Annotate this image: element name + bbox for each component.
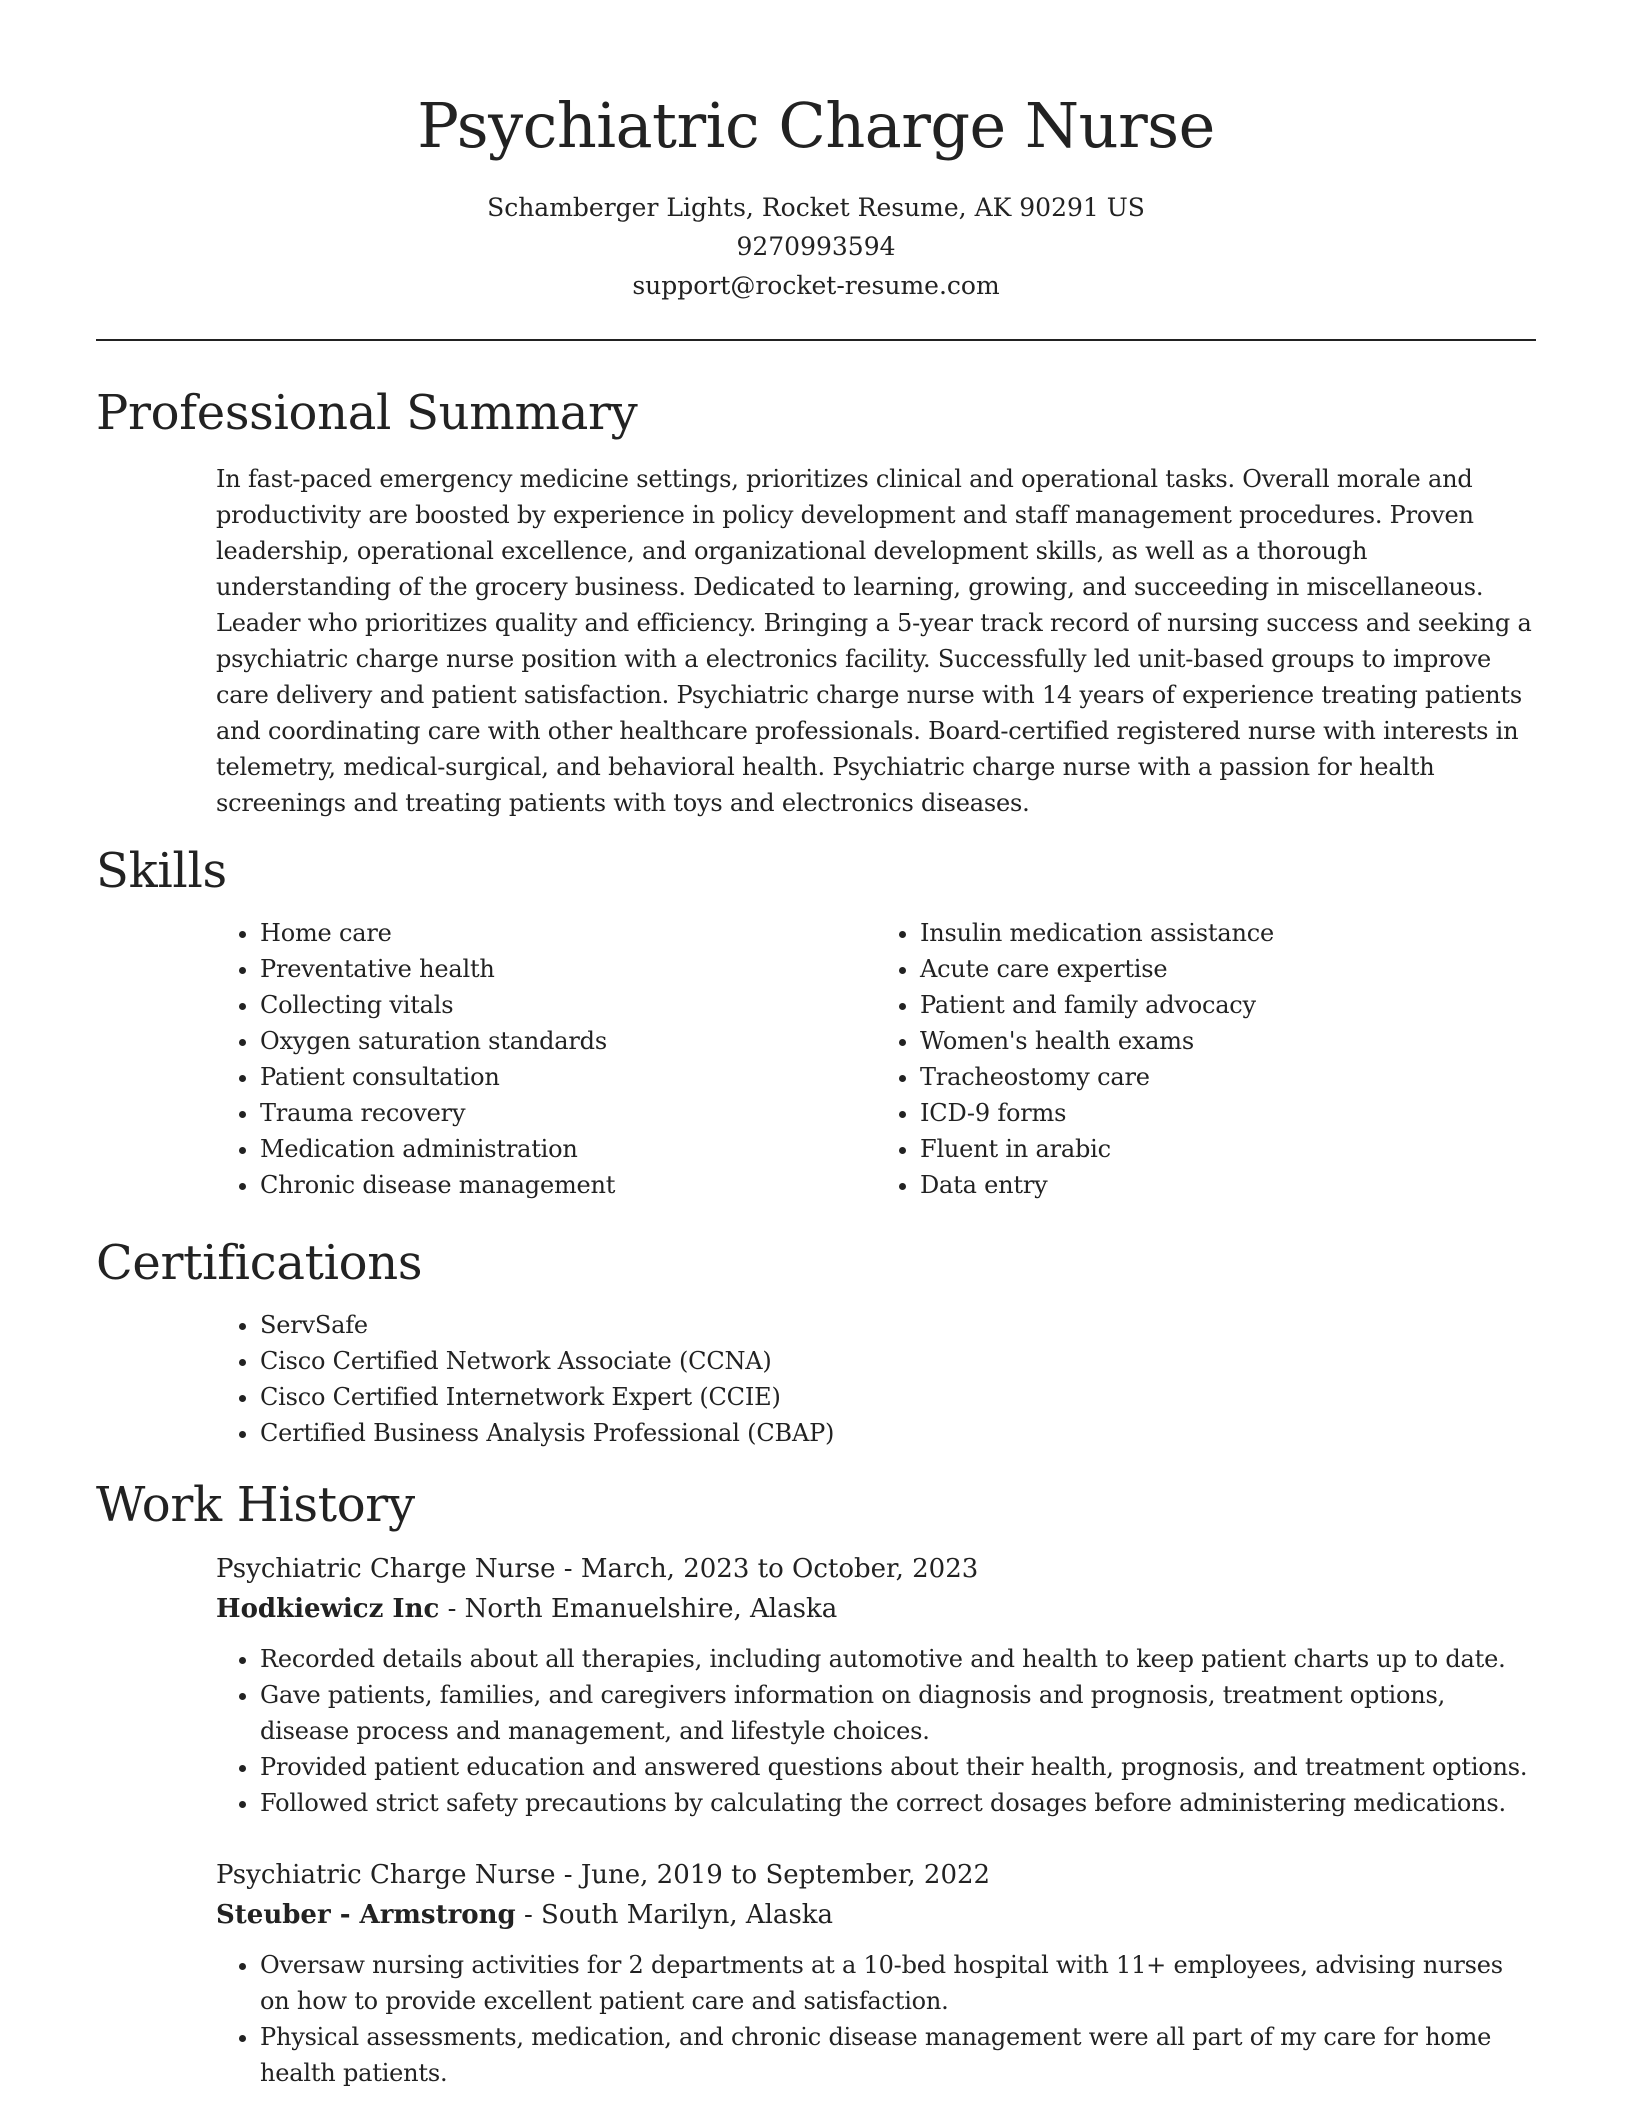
job-dates: June, 2019 to September, 2022 [580, 1860, 991, 1890]
contact-email: support@rocket-resume.com [632, 271, 1000, 300]
job-title: Psychiatric Charge Nurse [216, 1554, 556, 1584]
job-entry [216, 1855, 1536, 2091]
summary-heading: Professional Summary [96, 385, 638, 441]
skill-item: • Patient and family advocacy [920, 987, 1536, 1023]
job-title-line [216, 1549, 1536, 1589]
job-company: Hodkiewicz Inc [216, 1594, 440, 1624]
job-separator: - [555, 1860, 581, 1890]
skill-item: • Women's health exams [920, 1023, 1536, 1059]
skill-item: • Patient consultation [260, 1059, 876, 1095]
work-history-section [96, 1475, 1536, 2091]
certification-item: • ServSafe [260, 1307, 1536, 1343]
skill-item: • Fluent in arabic [920, 1131, 1536, 1167]
skill-item: • Chronic disease management [260, 1167, 876, 1203]
skills-section [96, 841, 1536, 1203]
contact-phone: 9270993594 [736, 232, 896, 261]
job-title: Psychiatric Charge Nurse [216, 1860, 556, 1890]
skill-item: • Data entry [920, 1167, 1536, 1203]
certification-item: • Cisco Certified Network Associate (CCNA) [260, 1343, 1536, 1379]
work-history-heading: Work History [96, 1477, 415, 1533]
skills-list-left [216, 915, 876, 1203]
certifications-section [96, 1233, 1536, 1451]
skill-item: • Acute care expertise [920, 951, 1536, 987]
job-duties-list [216, 1641, 1536, 1821]
resume-page [96, 0, 1536, 2091]
candidate-name: Psychiatric Charge Nurse [417, 89, 1215, 162]
job-separator: - [515, 1900, 542, 1930]
skill-item: • Oxygen saturation standards [260, 1023, 876, 1059]
job-duty-item: • Gave patients, families, and caregivers information on diagnosis and prognosis, treatment options, disease process and management, and lifestyle choices. [260, 1677, 1536, 1749]
certification-item: • Cisco Certified Internetwork Expert (CCIE) [260, 1379, 1536, 1415]
certifications-heading: Certifications [96, 1235, 423, 1291]
summary-section [96, 383, 1536, 821]
job-separator: - [439, 1594, 465, 1624]
skill-item: • Collecting vitals [260, 987, 876, 1023]
skill-item: • Trauma recovery [260, 1095, 876, 1131]
certifications-list [216, 1307, 1536, 1451]
skill-item: • Insulin medication assistance [920, 915, 1536, 951]
skills-list-right [876, 915, 1536, 1203]
contact-address: Schamberger Lights, Rocket Resume, AK 90291 US [487, 193, 1145, 222]
job-company: Steuber - Armstrong [216, 1900, 516, 1930]
header-divider [96, 339, 1536, 341]
job-duty-item: • Followed strict safety precautions by calculating the correct dosages before administering medications. [260, 1785, 1536, 1821]
job-duty-item: • Physical assessments, medication, and chronic disease management were all part of my care for home health patients. [260, 2019, 1536, 2091]
job-separator: - [555, 1554, 581, 1584]
job-company-line [216, 1895, 1536, 1935]
job-duty-item: • Recorded details about all therapies, including automotive and health to keep patient charts up to date. [260, 1641, 1536, 1677]
job-location: North Emanuelshire, Alaska [464, 1594, 838, 1624]
resume-header [96, 0, 1536, 305]
job-dates: March, 2023 to October, 2023 [580, 1554, 979, 1584]
job-company-line [216, 1589, 1536, 1629]
summary-text: In fast-paced emergency medicine settings, prioritizes clinical and operational tasks. Overall morale and productivity are boosted by experience in policy development and staff management procedures. Proven leadership, operational excellence, and organizational development skills, as well as a thorough understanding of the grocery business. Dedicated to learning, growing, and succeeding in miscellaneous. Leader who prioritizes quality and efficiency. Bringing a 5-year track record of nursing success and seeking a psychiatric charge nurse position with a electronics facility. Successfully led unit-based groups to improve care delivery and patient satisfaction. Psychiatric charge nurse with 14 years of experience treating patients and coordinating care with other healthcare professionals. Board-certified registered nurse with interests in telemetry, medical-surgical, and behavioral health. Psychiatric charge nurse with a passion for health screenings and treating patients with toys and electronics diseases. [216, 465, 1532, 817]
skill-item: • ICD-9 forms [920, 1095, 1536, 1131]
certification-item: • Certified Business Analysis Professional (CBAP) [260, 1415, 1536, 1451]
skill-item: • Preventative health [260, 951, 876, 987]
job-location: South Marilyn, Alaska [541, 1900, 834, 1930]
skill-item: • Home care [260, 915, 876, 951]
skill-item: • Medication administration [260, 1131, 876, 1167]
job-duty-item: • Oversaw nursing activities for 2 departments at a 10-bed hospital with 11+ employees, advising nurses on how to provide excellent patient care and satisfaction. [260, 1947, 1536, 2019]
job-duty-item: • Provided patient education and answered questions about their health, prognosis, and treatment options. [260, 1749, 1536, 1785]
job-title-line [216, 1855, 1536, 1895]
skill-item: • Tracheostomy care [920, 1059, 1536, 1095]
skills-heading: Skills [96, 843, 227, 899]
job-duties-list [216, 1947, 1536, 2091]
job-entry [216, 1549, 1536, 1821]
